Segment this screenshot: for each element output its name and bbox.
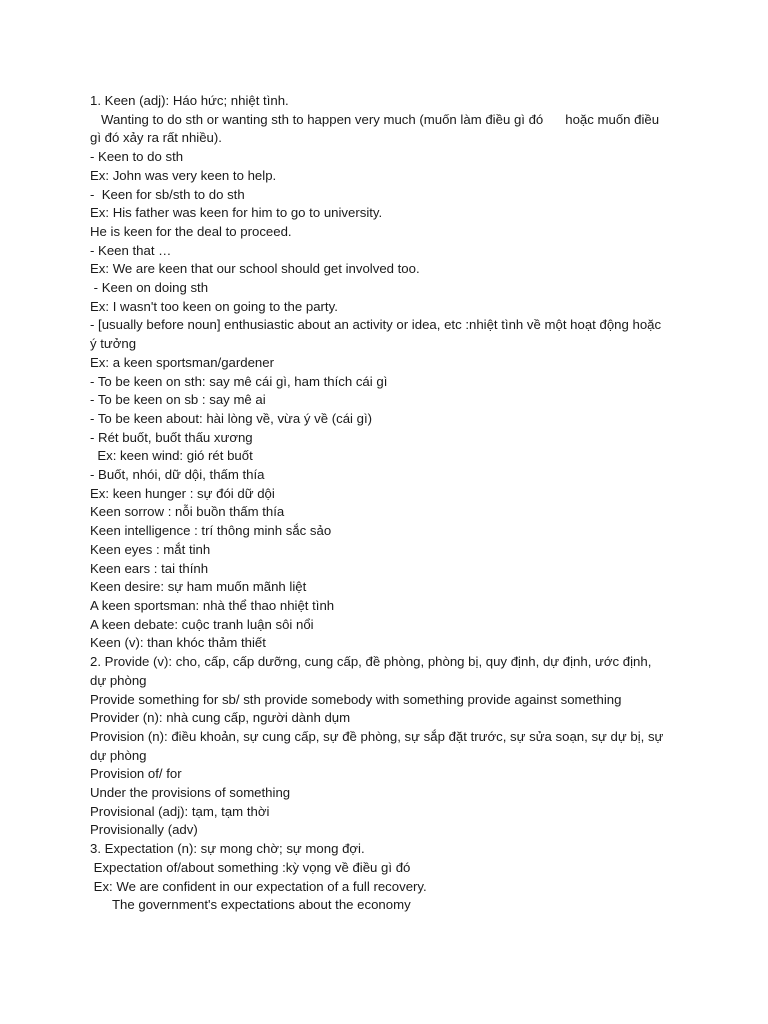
line: Ex: keen wind: gió rét buốt — [90, 448, 253, 464]
line: A keen sportsman: nhà thể thao nhiệt tình — [90, 597, 335, 613]
line: Keen ears : tai thính — [90, 560, 209, 576]
line: - Keen to do sth — [90, 149, 184, 165]
line: - [usually before noun] enthusiastic about an activity or idea, etc :nhiệt tình về một hoạt động hoặc ý tưởng — [90, 317, 665, 352]
line: Keen desire: sự ham muốn mãnh liệt — [90, 579, 307, 595]
line: - To be keen on sb : say mê ai — [90, 392, 266, 408]
line-keen-heading: 1. Keen (adj): Háo hức; nhiệt tình. — [90, 93, 289, 108]
line-expectation-heading: 3. Expectation (n): sự mong chờ; sự mong đợi. — [90, 841, 365, 857]
line: Ex: keen hunger : sự đói dữ dội — [90, 485, 275, 501]
line: - Rét buốt, buốt thấu xương — [90, 429, 253, 445]
line-provide-heading: 2. Provide (v): cho, cấp, cấp dưỡng, cung cấp, đề phòng, phòng bị, quy định, dự định, ước định, dự phòng — [90, 654, 656, 688]
document-body — [90, 92, 670, 915]
line-keen-definition: Wanting to do sth or wanting sth to happen very much (muốn làm điều gì đó hoặc muốn điều gì đó xảy ra rất nhiều). — [90, 111, 663, 146]
line: Ex: a keen sportsman/gardener — [90, 354, 274, 370]
line: Keen eyes : mắt tinh — [90, 541, 211, 557]
line: The government's expectations about the economy — [90, 897, 411, 913]
line: Ex: We are confident in our expectation of a full recovery. — [90, 878, 427, 894]
line: A keen debate: cuộc tranh luận sôi nổi — [90, 616, 314, 632]
line: Keen intelligence : trí thông minh sắc sảo — [90, 523, 332, 539]
line: - Keen on doing sth — [90, 280, 209, 296]
line: Provisional (adj): tạm, tạm thời — [90, 803, 270, 819]
line: Ex: I wasn't too keen on going to the party. — [90, 298, 338, 314]
line: Provide something for sb/ sth provide somebody with something provide against something — [90, 691, 622, 707]
line: - Buốt, nhói, dữ dội, thấm thía — [90, 467, 265, 483]
line: Keen sorrow : nỗi buồn thấm thía — [90, 504, 285, 520]
line: - To be keen about: hài lòng về, vừa ý về (cái gì) — [90, 410, 373, 426]
line: Provider (n): nhà cung cấp, người dành dụm — [90, 710, 351, 726]
line: Under the provisions of something — [90, 785, 291, 801]
line: Ex: We are keen that our school should get involved too. — [90, 261, 420, 277]
line: Keen (v): than khóc thảm thiết — [90, 635, 266, 651]
line: Ex: John was very keen to help. — [90, 167, 277, 183]
line: He is keen for the deal to proceed. — [90, 223, 292, 239]
line: Expectation of/about something :kỳ vọng về điều gì đó — [90, 859, 411, 875]
line: Ex: His father was keen for him to go to university. — [90, 205, 383, 221]
line: - Keen that … — [90, 242, 172, 258]
line: Provision of/ for — [90, 766, 182, 782]
line: - Keen for sb/sth to do sth — [90, 186, 245, 202]
line: - To be keen on sth: say mê cái gì, ham thích cái gì — [90, 373, 388, 389]
line: Provisionally (adv) — [90, 822, 198, 838]
line: Provision (n): điều khoản, sự cung cấp, sự đề phòng, sự sắp đặt trước, sự sửa soạn, sự dự bị, sự dự phòng — [90, 728, 668, 763]
